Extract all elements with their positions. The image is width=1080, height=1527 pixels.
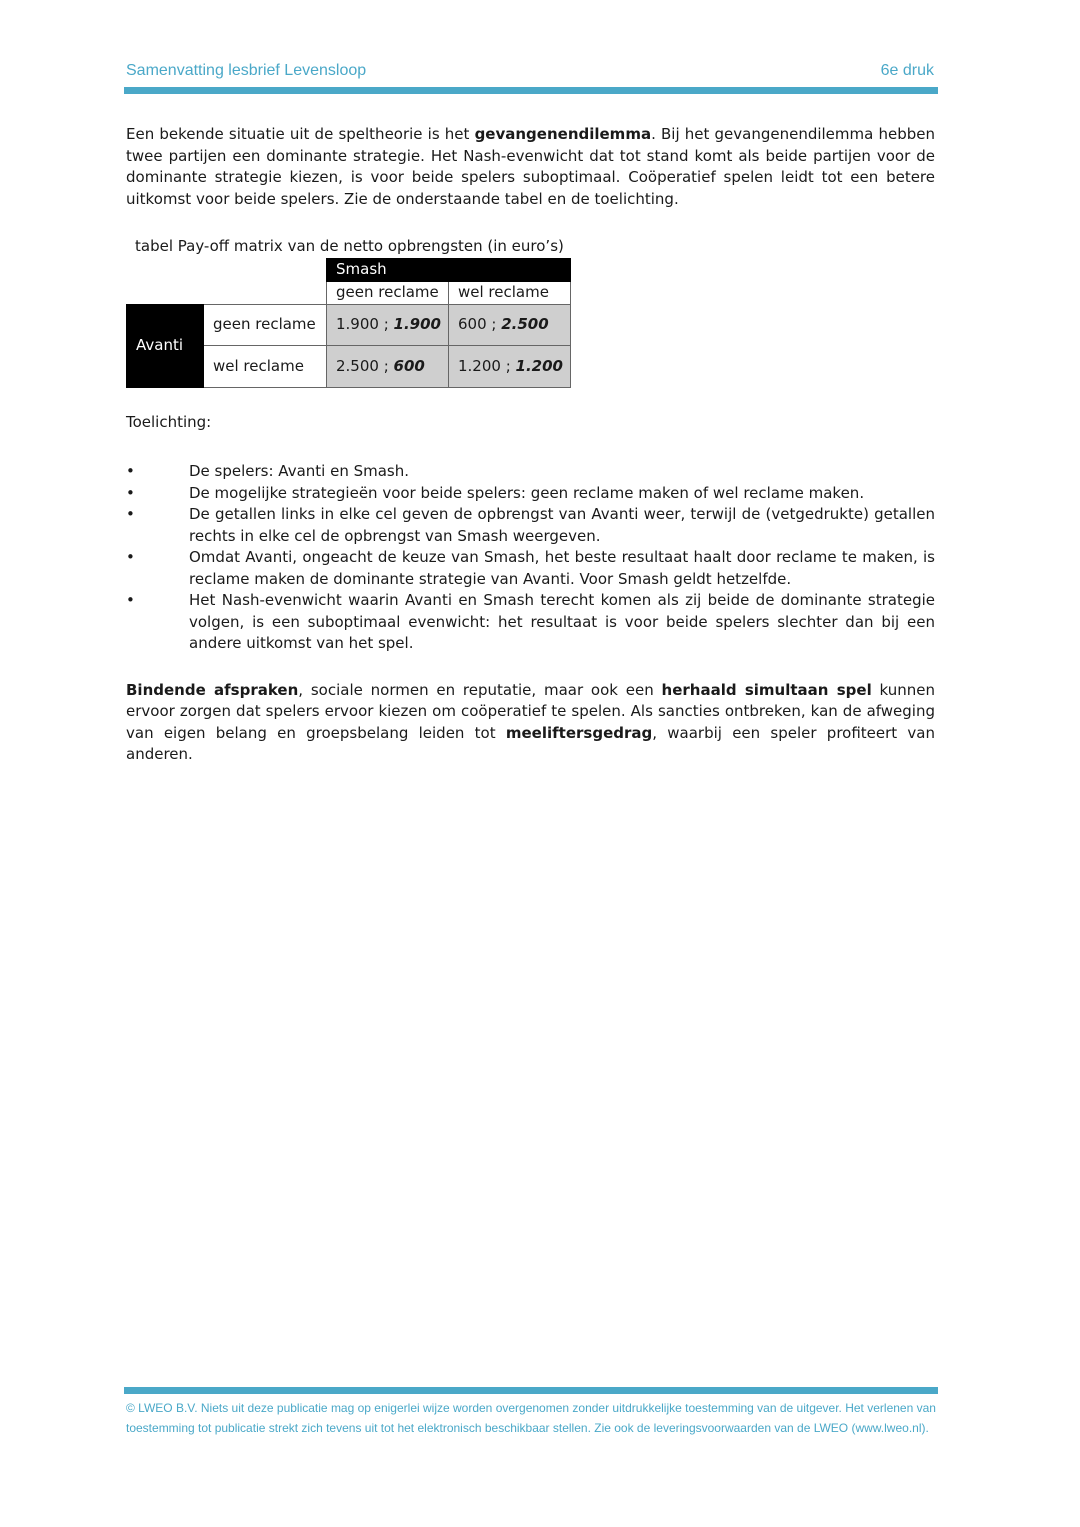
intro-text: Een bekende situatie uit de speltheorie is het bbox=[126, 125, 475, 143]
list-item bbox=[126, 483, 935, 505]
col-strategy: geen reclame bbox=[327, 281, 449, 304]
row-player-header: Avanti bbox=[127, 304, 204, 387]
list-item-text: Omdat Avanti, ongeacht de keuze van Smash, het beste resultaat haalt door reclame te maken, is reclame maken de dominante strategie van Avanti. Voor Smash geldt hetzelfde. bbox=[189, 548, 935, 588]
payoff-avanti: 600 ; bbox=[458, 315, 502, 333]
table-caption: tabel Pay-off matrix van de netto opbrengsten (in euro’s) bbox=[135, 237, 564, 255]
payoff-avanti: 1.200 ; bbox=[458, 356, 516, 375]
list-item-text: De spelers: Avanti en Smash. bbox=[189, 462, 410, 480]
payoff-cell bbox=[327, 346, 449, 388]
intro-paragraph bbox=[126, 124, 935, 210]
payoff-smash: 1.900 bbox=[393, 315, 441, 333]
list-item bbox=[126, 547, 935, 590]
list-item-text: De mogelijke strategieën voor beide spelers: geen reclame maken of wel reclame maken. bbox=[189, 483, 865, 502]
bold-term: Bindende afspraken bbox=[126, 680, 299, 699]
closing-text: kunnen ervoor zorgen dat spelers ervoor kiezen om coöperatief te spelen. Als sancties ontbreken, kan de afweging van eigen belang en groepsbelang leiden tot bbox=[126, 680, 936, 742]
blank-cell bbox=[127, 281, 327, 304]
payoff-smash: 2.500 bbox=[501, 315, 549, 333]
toelichting-label: Toelichting: bbox=[126, 412, 212, 431]
bullet-icon: • bbox=[126, 483, 135, 502]
list-item bbox=[126, 461, 935, 483]
closing-text: , waarbij een speler profiteert van anderen. bbox=[126, 723, 935, 763]
list-item bbox=[126, 504, 935, 547]
header-rule bbox=[124, 87, 938, 94]
payoff-cell bbox=[449, 346, 571, 388]
bullet-icon: • bbox=[126, 505, 135, 523]
col-strategy: wel reclame bbox=[449, 281, 571, 304]
intro-text-rest: . Bij het gevangenendilemma hebben twee partijen een dominante strategie. Het Nash-evenwicht dat tot stand komt als beide partijen voor de dominante strategie kiezen, is voor beide spelers suboptimaal. Coöperatief spelen leidt tot een betere uitkomst voor beide spelers. Zie de onderstaande tabel en de toelichting. bbox=[126, 125, 935, 208]
payoff-cell bbox=[449, 304, 571, 346]
page-content bbox=[126, 124, 935, 781]
payoff-smash: 600 bbox=[393, 356, 425, 375]
intro-bold-term: gevangenendilemma bbox=[474, 125, 652, 143]
bullet-icon: • bbox=[126, 591, 135, 609]
payoff-smash: 1.200 bbox=[515, 356, 563, 375]
list-item bbox=[126, 590, 935, 655]
blank-cell bbox=[127, 258, 327, 281]
list-item-text: De getallen links in elke cel geven de opbrengst van Avanti weer, terwijl de (vetgedrukte) getallen rechts in elke cel de opbrengst van Smash weergeven. bbox=[189, 505, 935, 545]
bullet-icon: • bbox=[126, 462, 135, 480]
closing-text: , sociale normen en reputatie, maar ook een bbox=[298, 680, 662, 699]
list-item-text: Het Nash-evenwicht waarin Avanti en Smash terecht komen als zij beide de dominante strategie volgen, is een suboptimaal evenwicht: het resultaat is voor beide spelers slechter dan bij een andere uitkomst van het spel. bbox=[189, 591, 935, 652]
bold-term: meeliftersgedrag bbox=[505, 723, 653, 742]
bullet-icon: • bbox=[126, 548, 135, 566]
toelichting-list bbox=[126, 461, 935, 655]
col-player-header: Smash bbox=[327, 258, 571, 281]
bold-term: herhaald simultaan spel bbox=[661, 680, 872, 699]
row-strategy: geen reclame bbox=[204, 304, 327, 346]
header-title: Samenvatting lesbrief Levensloop bbox=[126, 62, 367, 79]
closing-paragraph bbox=[126, 680, 935, 766]
payoff-avanti: 2.500 ; bbox=[336, 356, 394, 375]
payoff-matrix bbox=[126, 258, 571, 388]
row-strategy: wel reclame bbox=[204, 346, 327, 388]
payoff-avanti: 1.900 ; bbox=[336, 315, 394, 333]
footer-rule bbox=[124, 1387, 938, 1394]
payoff-cell bbox=[327, 304, 449, 346]
footer-copyright: © LWEO B.V. Niets uit deze publicatie mag op enigerlei wijze worden overgenomen zonder uitdrukkelijke toestemming van de uitgever. Het verlenen van toestemming tot publicatie strekt zich tevens uit tot het elektronisch beschikbaar stellen. Zie ook de leveringsvoorwaarden van de LWEO (www.lweo.nl). bbox=[126, 1401, 936, 1435]
header-edition: 6e druk bbox=[880, 62, 934, 79]
